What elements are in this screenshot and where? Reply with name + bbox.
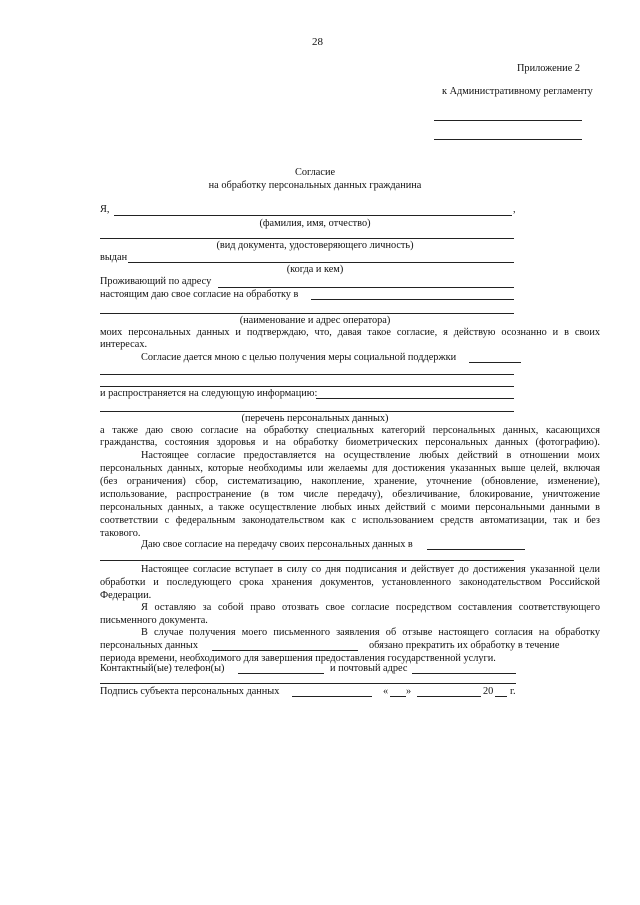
phone-field[interactable]	[238, 673, 324, 674]
date-quote-open: «	[383, 686, 389, 697]
withdraw-line-end: обязано прекратить их обработку в течение	[369, 640, 560, 651]
actions-line: Настоящее согласие предоставляется на осуществление любых действий в отношении моих	[141, 450, 600, 461]
postal-label: и почтовый адрес	[330, 663, 408, 674]
issued-hint: (когда и кем)	[286, 264, 344, 275]
effect-line: обработки и последующего срока хранения документов, установленного законодательством Российской	[100, 577, 600, 588]
transfer-label: Даю свое согласие на передачу своих персональных данных в	[141, 539, 413, 550]
purpose-field[interactable]	[469, 362, 521, 363]
transfer-field[interactable]	[427, 549, 525, 550]
phone-label: Контактный(ые) телефон(ы)	[100, 663, 225, 674]
applies-label: и распространяется на следующую информацию:	[100, 388, 318, 399]
special-line: гражданства, состояния здоровья и на обработку биометрических персональных данных (фотографию).	[100, 437, 600, 448]
withdraw-line: периода времени, необходимого для завершения предоставления государственной услуги.	[100, 653, 496, 664]
ya-comma: ,	[513, 204, 516, 215]
withdraw-line: В случае получения моего письменного заявления об отзыве настоящего согласия на обработку	[141, 627, 600, 638]
operator-field-2[interactable]	[100, 313, 514, 314]
document-hint: (вид документа, удостоверяющего личность)	[216, 240, 414, 251]
fio-field[interactable]	[114, 215, 512, 216]
revoke-line: Я оставляю за собой право отозвать свое согласие посредством составления соответствующего	[141, 602, 600, 613]
effect-line: Настоящее согласие вступает в силу со дня подписания и действует до достижения указанной цели	[141, 564, 600, 575]
date-year-prefix: 20	[483, 686, 494, 697]
actions-line: персональных данных, которые необходимы или желаемы для достижения указанных выше целей, включая	[100, 463, 600, 474]
purpose-label: Согласие дается мною с целью получения меры социальной поддержки	[141, 352, 457, 363]
operator-hint: (наименование и адрес оператора)	[239, 315, 391, 326]
contact-field-2[interactable]	[100, 683, 516, 684]
paragraph-own-line: интересах.	[100, 339, 148, 350]
address-field[interactable]	[218, 287, 514, 288]
paragraph-own-line: моих персональных данных и подтверждаю, что, давая такое согласие, я действую осознанно и в своих	[100, 327, 600, 338]
document-field[interactable]	[100, 238, 514, 239]
special-line: а также даю свою согласие на обработку специальных категорий персональных данных, касающихся	[100, 425, 600, 436]
date-day-field[interactable]	[390, 696, 406, 697]
purpose-field-2[interactable]	[100, 374, 514, 375]
withdraw-operator-field[interactable]	[212, 650, 358, 651]
issued-label: выдан	[100, 252, 128, 263]
actions-line: такового.	[100, 528, 141, 539]
document-title: Согласие	[294, 167, 336, 178]
info-hint: (перечень персональных данных)	[241, 413, 389, 424]
info-field-2[interactable]	[100, 411, 514, 412]
ya-label: Я,	[100, 204, 110, 215]
issued-field[interactable]	[128, 262, 514, 263]
actions-line: (без ограничения) сбор, систематизацию, накопление, хранение, уточнение (обновление, изменение),	[100, 476, 600, 487]
date-month-field[interactable]	[417, 696, 481, 697]
appendix-blank-line	[434, 139, 582, 140]
operator-field[interactable]	[311, 299, 514, 300]
document-subtitle: на обработку персональных данных гражданина	[208, 180, 422, 191]
transfer-field-2[interactable]	[100, 560, 514, 561]
effect-line: Федерации.	[100, 590, 152, 601]
appendix-label: Приложение 2	[517, 63, 580, 74]
withdraw-line-start: персональных данных	[100, 640, 199, 651]
page-number: 28	[312, 36, 323, 48]
actions-line: соответствии с федеральным законодательством как с использованием средств автоматизации, так и без	[100, 515, 600, 526]
info-field[interactable]	[316, 398, 514, 399]
date-quote-close: »	[406, 686, 412, 697]
postal-field[interactable]	[412, 673, 516, 674]
fio-hint: (фамилия, имя, отчество)	[259, 218, 371, 229]
date-suffix: г.	[510, 686, 516, 697]
revoke-line: письменного документа.	[100, 615, 208, 626]
appendix-blank-line	[434, 120, 582, 121]
signature-label: Подпись субъекта персональных данных	[100, 686, 280, 697]
date-year-field[interactable]	[495, 696, 507, 697]
actions-line: персональных данных, а также осуществление любых иных действий с моими персональными данными в	[100, 502, 600, 513]
consent-to-label: настоящим даю свое согласие на обработку в	[100, 289, 299, 300]
signature-field[interactable]	[292, 696, 372, 697]
appendix-reference: к Административному регламенту	[442, 86, 593, 97]
purpose-field-3[interactable]	[100, 386, 514, 387]
address-label: Проживающий по адресу	[100, 276, 212, 287]
actions-line: использование, распространение (в том числе передачу), обезличивание, блокирование, уничтожение	[100, 489, 600, 500]
